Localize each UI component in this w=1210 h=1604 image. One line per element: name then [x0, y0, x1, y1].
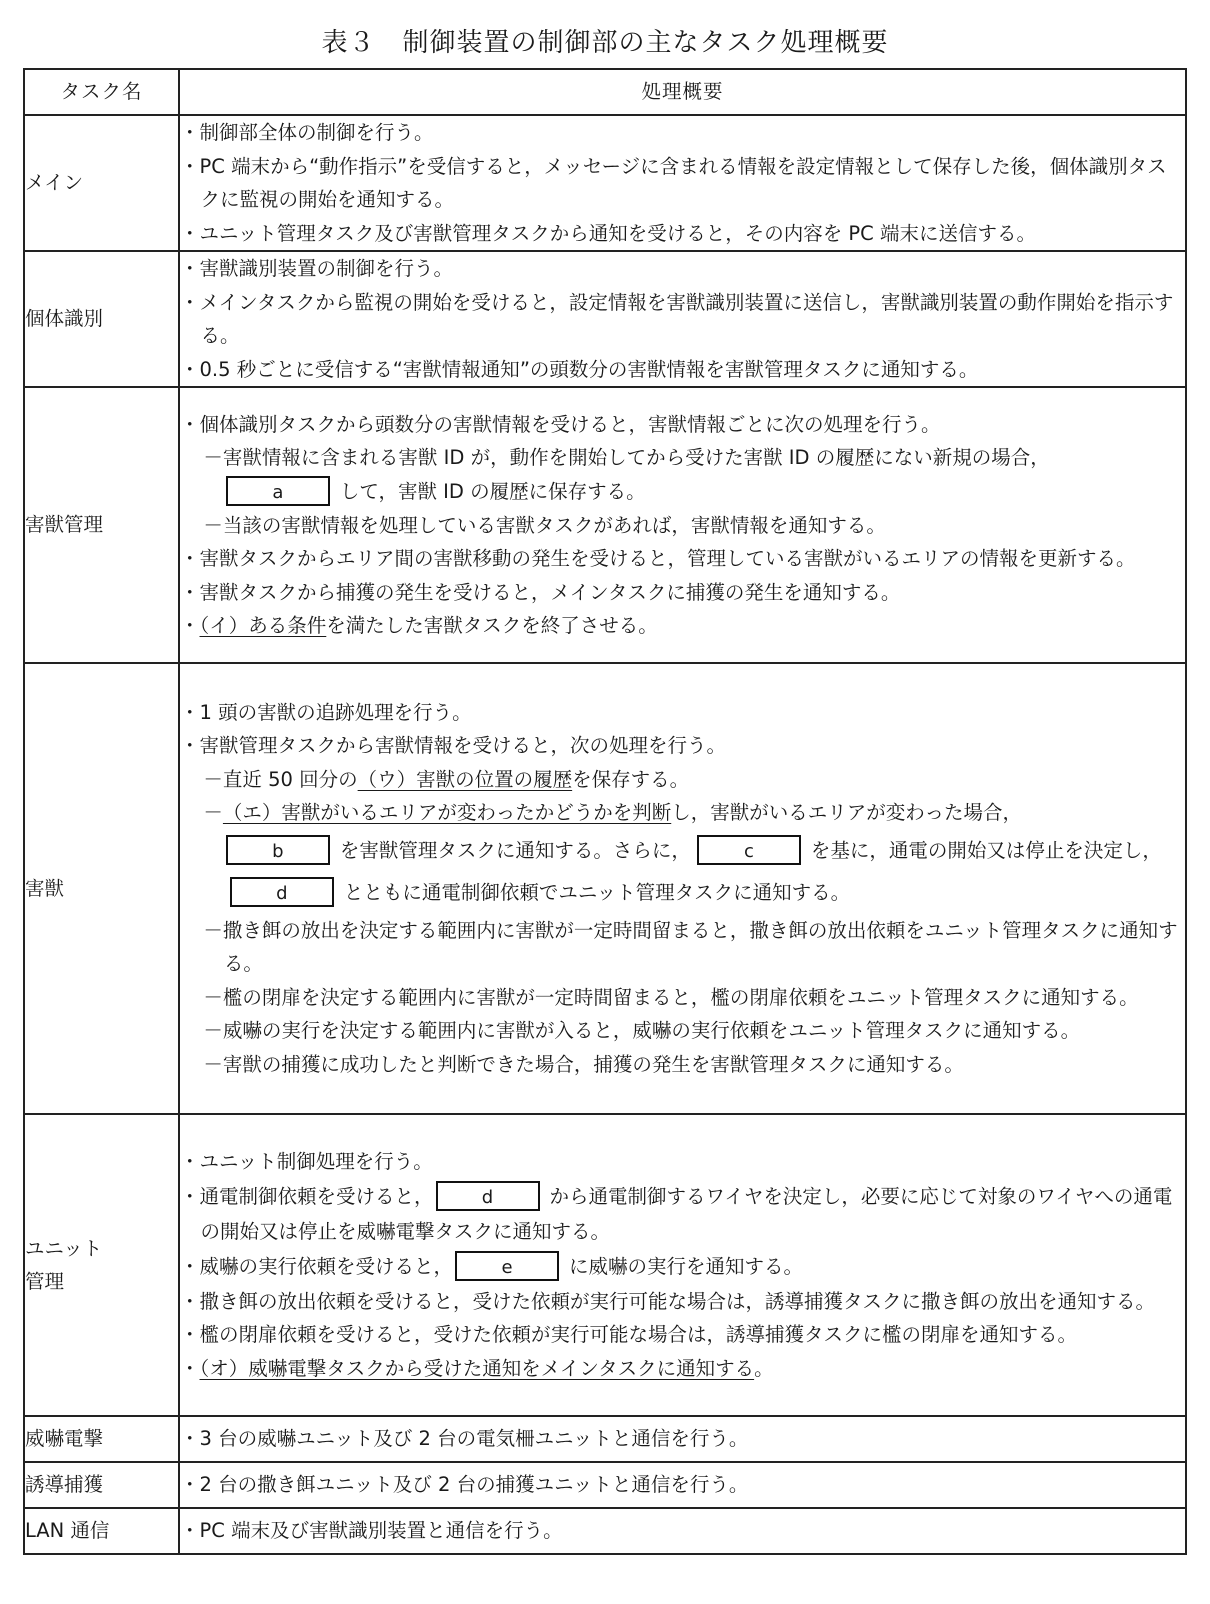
task-description: [179, 1416, 1186, 1462]
desc-subline: [180, 763, 1185, 797]
task-name: LAN 通信: [24, 1508, 179, 1554]
desc-text: ・威嚇の実行依頼を受けると，: [180, 1254, 454, 1278]
table-row-pest-management: [24, 387, 1186, 663]
task-name-line: ユニット: [25, 1236, 103, 1260]
table-header-row: [24, 69, 1186, 115]
table-row-pest: [24, 663, 1186, 1114]
task-name: 威嚇電撃: [24, 1416, 179, 1462]
underlined-phrase-u: （ウ）害獣の位置の履歴: [357, 767, 573, 791]
desc-subline: －檻の閉扉を決定する範囲内に害獣が一定時間留まると，檻の閉扉依頼をユニット管理タスクに通知する。: [203, 985, 1139, 1009]
desc-line: ・害獣管理タスクから害獣情報を受けると，次の処理を行う。: [180, 734, 727, 758]
desc-continuation: [180, 830, 1185, 914]
bullet: ・: [180, 1356, 200, 1380]
desc-line: ・1 頭の害獣の追跡処理を行う。: [180, 700, 472, 724]
desc-line: ・害獣識別装置の制御を行う。: [180, 257, 454, 280]
task-description: [179, 663, 1186, 1114]
answer-blank-b: b: [226, 835, 330, 865]
header-process-summary: 処理概要: [179, 69, 1186, 115]
table-row-lure-capture: [24, 1462, 1186, 1508]
table-row-individual-id: [24, 251, 1186, 387]
underlined-phrase-e: （エ）害獣がいるエリアが変わったかどうかを判断: [222, 801, 672, 825]
desc-line: ・2 台の撒き餌ユニット及び 2 台の捕獲ユニットと通信を行う。: [180, 1473, 749, 1497]
desc-text: から通電制御するワイヤを決定し，必要に応じて対象のワイヤへの通電の開始又は停止を威嚇電撃タスクに通知する。: [200, 1184, 1173, 1243]
desc-subline: －撒き餌の放出を決定する範囲内に害獣が一定時間留まると，撒き餌の放出依頼をユニット管理タスクに通知する。: [203, 918, 1178, 976]
desc-text: を保存する。: [572, 767, 690, 791]
desc-text: を基に，通電の開始又は停止を決定し，: [810, 838, 1162, 862]
desc-text: 。: [754, 1356, 774, 1380]
desc-line: ・檻の閉扉依頼を受けると，受けた依頼が実行可能な場合は，誘導捕獲タスクに檻の閉扉を通知する。: [180, 1323, 1078, 1346]
answer-blank-c: c: [697, 835, 801, 865]
desc-text: して，害獣 ID の履歴に保存する。: [339, 479, 646, 503]
desc-line: ・害獣タスクから捕獲の発生を受けると，メインタスクに捕獲の発生を通知する。: [180, 580, 901, 604]
task-description: [179, 1114, 1186, 1416]
desc-text: し，害獣がいるエリアが変わった場合，: [671, 801, 1023, 825]
answer-blank-e: e: [455, 1251, 559, 1281]
task-table: [23, 68, 1187, 1555]
desc-line: [180, 609, 1185, 643]
desc-line: ・3 台の威嚇ユニット及び 2 台の電気柵ユニットと通信を行う。: [180, 1427, 749, 1451]
desc-subline: －威嚇の実行を決定する範囲内に害獣が入ると，威嚇の実行依頼をユニット管理タスクに通知する。: [203, 1019, 1081, 1043]
table-title: 表３ 制御装置の制御部の主なタスク処理概要: [321, 28, 889, 58]
desc-subline: [180, 796, 1185, 830]
task-name: メイン: [24, 115, 179, 251]
desc-subline: [180, 441, 1185, 475]
answer-blank-a: a: [226, 476, 330, 506]
desc-subline: －当該の害獣情報を処理している害獣タスクがあれば，害獣情報を通知する。: [203, 513, 886, 537]
desc-text: を満たした害獣タスクを終了させる。: [326, 614, 658, 637]
desc-line: [180, 1249, 1185, 1285]
task-name: 害獣管理: [24, 387, 179, 663]
desc-line: ・ユニット制御処理を行う。: [180, 1150, 433, 1173]
task-description: [179, 115, 1186, 251]
task-description: [179, 1462, 1186, 1508]
underlined-phrase-i: （イ）ある条件: [199, 614, 327, 637]
table-row-lan-communication: [24, 1508, 1186, 1554]
bullet: ・: [180, 614, 200, 637]
answer-blank-d: d: [230, 877, 334, 907]
task-name: [24, 1114, 179, 1416]
table-row-threat-shock: [24, 1416, 1186, 1462]
desc-line: ・0.5 秒ごとに受信する“害獣情報通知”の頭数分の害獣情報を害獣管理タスクに通知する。: [180, 357, 979, 381]
desc-line: [180, 1352, 1185, 1386]
task-name: 個体識別: [24, 251, 179, 387]
desc-line: [180, 1179, 1185, 1249]
desc-text: －害獣情報に含まれる害獣 ID が，動作を開始してから受けた害獣 ID の履歴にない新規の場合，: [203, 446, 1050, 469]
desc-text: を害獣管理タスクに通知する。さらに，: [339, 838, 691, 862]
desc-line: ・メインタスクから監視の開始を受けると，設定情報を害獣識別装置に送信し，害獣識別装置の動作開始を指示する。: [180, 290, 1174, 347]
desc-line: ・ユニット管理タスク及び害獣管理タスクから通知を受けると，その内容を PC 端末に送信する。: [180, 221, 1036, 245]
table-row-unit-management: [24, 1114, 1186, 1416]
table-row-main: [24, 115, 1186, 251]
desc-line: ・制御部全体の制御を行う。: [180, 121, 434, 144]
task-description: [179, 251, 1186, 387]
desc-line: ・PC 端末から“動作指示”を受信すると，メッセージに含まれる情報を設定情報として保存した後，個体識別タスクに監視の開始を通知する。: [180, 154, 1167, 211]
underlined-phrase-o: （オ）威嚇電撃タスクから受けた通知をメインタスクに通知する: [199, 1356, 755, 1380]
answer-blank-d: d: [436, 1181, 540, 1211]
task-description: [179, 387, 1186, 663]
desc-continuation: [180, 475, 1185, 509]
task-name-line: 管理: [25, 1270, 65, 1293]
desc-line: ・害獣タスクからエリア間の害獣移動の発生を受けると，管理している害獣がいるエリアの情報を更新する。: [180, 547, 1136, 570]
desc-text: とともに通電制御依頼でユニット管理タスクに通知する。: [343, 880, 851, 904]
header-task-name: タスク名: [24, 69, 179, 115]
task-name: 害獣: [24, 663, 179, 1114]
desc-text: －: [203, 801, 223, 825]
task-name: 誘導捕獲: [24, 1462, 179, 1508]
desc-line: ・撒き餌の放出依頼を受けると，受けた依頼が実行可能な場合は，誘導捕獲タスクに撒き餌の放出を通知する。: [180, 1289, 1156, 1313]
desc-text: に威嚇の実行を通知する。: [569, 1254, 804, 1278]
desc-line: ・PC 端末及び害獣識別装置と通信を行う。: [180, 1519, 563, 1543]
task-description: [179, 1508, 1186, 1554]
desc-text: ・通電制御依頼を受けると，: [180, 1184, 434, 1208]
desc-subline: －害獣の捕獲に成功したと判断できた場合，捕獲の発生を害獣管理タスクに通知する。: [203, 1052, 964, 1076]
desc-line: ・個体識別タスクから頭数分の害獣情報を受けると，害獣情報ごとに次の処理を行う。: [180, 412, 941, 436]
desc-text: －直近 50 回分の: [203, 767, 358, 791]
